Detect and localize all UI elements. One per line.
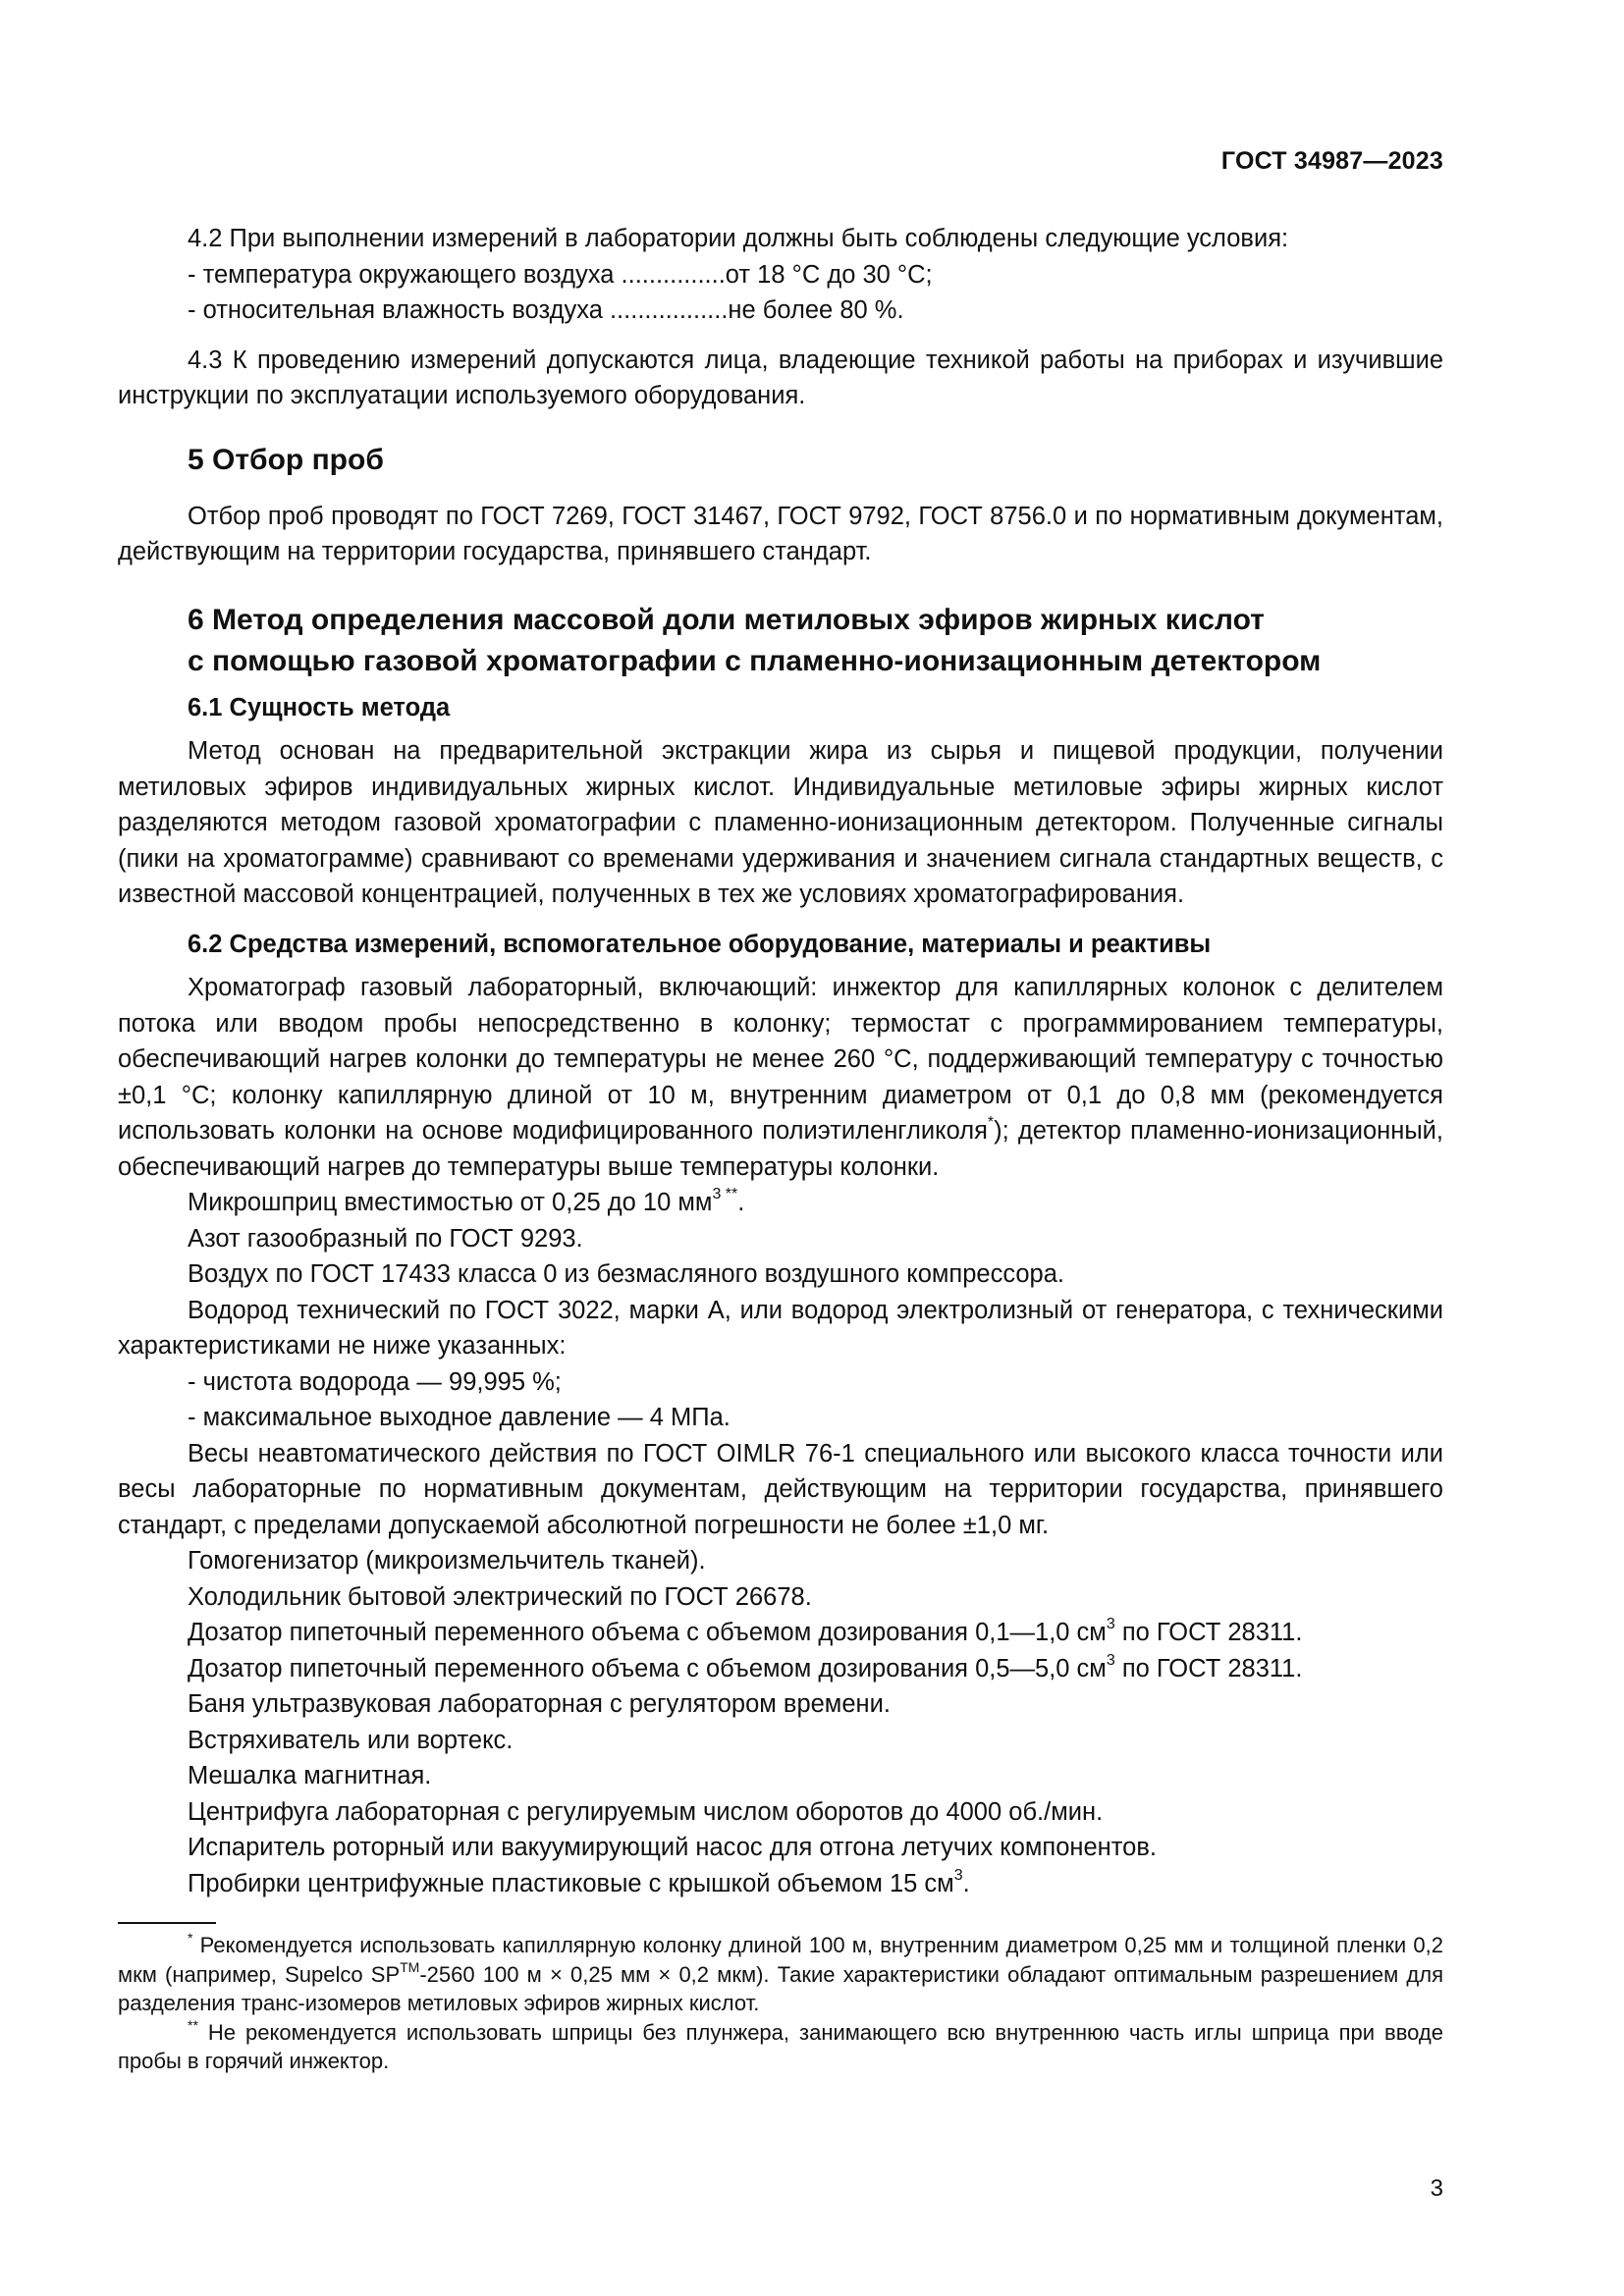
microsyringe-superscript: 3 ** bbox=[712, 1186, 738, 1202]
subsection-6-1-heading: 6.1 Сущность метода bbox=[188, 693, 451, 721]
paragraph-tubes bbox=[118, 1866, 1443, 1902]
paragraph-evaporator: Испаритель роторный или вакуумирующий насос для отгона летучих компонентов. bbox=[188, 1834, 1157, 1861]
tubes-end: . bbox=[962, 1869, 970, 1897]
doser-2-end: по ГОСТ 28311. bbox=[1114, 1654, 1303, 1682]
document-page bbox=[118, 0, 1443, 2296]
standard-header: ГОСТ 34987—2023 bbox=[1220, 147, 1443, 175]
paragraph-hydrogen: Водород технический по ГОСТ 3022, марки А, или водород электролизный от генератора, с техническими характеристиками не ниже указанных: bbox=[118, 1296, 1443, 1360]
section-5-heading: 5 Отбор проб bbox=[188, 443, 384, 476]
paragraph-fridge: Холодильник бытовой электрический по ГОСТ 26678. bbox=[188, 1582, 812, 1611]
footnote-1-text-b: -2560 100 м × 0,25 мм × 0,2 мкм). Такие характеристики обладают оптимальным разрешением для разделения транс-изомеров метиловых эфиров жирных кислот. bbox=[118, 1961, 1444, 2015]
list-item-purity: - чистота водорода — 99,995 %; bbox=[188, 1367, 562, 1396]
paragraph-6-1: Метод основан на предварительной экстракции жира из сырья и пищевой продукции, получении метиловых эфиров индивидуальных жирных кислот. Индивидуальные метиловые эфиры жирных кислот разделяются методом газовой хроматографии с пламенно-ионизационным детектором. Полученные сигналы (пики на хроматограмме) сравнивают со временами удерживания и значением сигнала стандартных веществ, с известной массовой концентрацией, полученных в тех же условиях хроматографирования. bbox=[118, 737, 1443, 908]
tubes-text: Пробирки центрифужные пластиковые с крышкой объемом 15 см bbox=[188, 1869, 954, 1897]
paragraph-doser-2 bbox=[118, 1651, 1443, 1687]
footnote-2 bbox=[118, 2018, 1443, 2076]
doser-1-superscript: 3 bbox=[1106, 1616, 1115, 1632]
page-number: 3 bbox=[1430, 2175, 1443, 2202]
footnote-1 bbox=[118, 1931, 1443, 2018]
footnote-1-text-a: Рекомендуется использовать капиллярную колонку длиной 100 м, внутренним диаметром 0,25 мм и толщиной пленки 0,2 мкм (например, Supelco SP bbox=[118, 1933, 1443, 1987]
paragraph-air: Воздух по ГОСТ 17433 класса 0 из безмасляного воздушного компрессора. bbox=[188, 1260, 1065, 1288]
doser-1-end: по ГОСТ 28311. bbox=[1114, 1619, 1303, 1646]
chromatograph-text-b: ); детектор пламенно-ионизационный, обеспечивающий нагрев до температуры выше температуры колонки. bbox=[118, 1117, 1443, 1181]
microsyringe-text: Микрошприц вместимостью от 0,25 до 10 мм bbox=[188, 1189, 713, 1216]
list-item-pressure: - максимальное выходное давление — 4 МПа. bbox=[188, 1404, 731, 1431]
chromatograph-text-a: Хроматограф газовый лабораторный, включающий: инжектор для капиллярных колонок с делителем потока или вводом пробы непосредственно в колонку; термостат с программированием температуры, обеспечивающий нагрев колонки до температуры не менее 260 °С, поддерживающий температуру с точностью ±0,1 °С; колонку капиллярную длиной от 10 м, внутренним диаметром от 0,1 до 0,8 мм (рекомендуется использовать колонки на основе модифицированного полиэтиленгликоля bbox=[118, 974, 1443, 1145]
subsection-6-2-heading: 6.2 Средства измерений, вспомогательное оборудование, материалы и реактивы bbox=[188, 930, 1212, 958]
doser-2-text: Дозатор пипеточный переменного объема с объемом дозирования 0,5—5,0 см bbox=[188, 1654, 1107, 1682]
paragraph-chromatograph bbox=[118, 970, 1443, 1185]
section-6-heading-line-2: с помощью газовой хроматографии с пламенно-ионизационным детектором bbox=[188, 644, 1322, 677]
list-item-temperature: - температура окружающего воздуха ...............от 18 °С до 30 °С; bbox=[188, 260, 933, 289]
footnote-1-mark: * bbox=[188, 1930, 193, 1946]
paragraph-doser-1 bbox=[118, 1615, 1443, 1651]
footnote-ref-1: * bbox=[987, 1114, 995, 1131]
paragraph-bath: Баня ультразвуковая лабораторная с регулятором времени. bbox=[188, 1690, 891, 1718]
footnote-2-text: Не рекомендуется использовать шприцы без плунжера, занимающего всю внутреннюю часть иглы шприца при вводе пробы в горячий инжектор. bbox=[118, 2019, 1443, 2073]
doser-2-superscript: 3 bbox=[1106, 1651, 1115, 1669]
section-6-heading bbox=[188, 600, 1443, 682]
paragraph-scales: Весы неавтоматического действия по ГОСТ OIMLR 76-1 специального или высокого класса точности или весы лабораторные по нормативным документам, действующим на территории государства, принявшего стандарт, с пределами допускаемой абсолютной погрешности не более ±1,0 мг. bbox=[118, 1439, 1443, 1539]
trademark-superscript: TM bbox=[400, 1958, 420, 1975]
footnotes bbox=[118, 1931, 1443, 2076]
doser-1-text: Дозатор пипеточный переменного объема с объемом дозирования 0,1—1,0 см bbox=[188, 1619, 1107, 1646]
paragraph-nitrogen: Азот газообразный по ГОСТ 9293. bbox=[188, 1224, 583, 1253]
paragraph-homogenizer: Гомогенизатор (микроизмельчитель тканей). bbox=[188, 1547, 706, 1575]
paragraph-4-3: 4.3 К проведению измерений допускаются лица, владеющие техникой работы на приборах и изучившие инструкции по эксплуатации используемого оборудования. bbox=[118, 346, 1443, 409]
footnote-2-mark: ** bbox=[188, 2016, 198, 2033]
paragraph-centrifuge: Центрифуга лабораторная с регулируемым числом оборотов до 4000 об./мин. bbox=[188, 1797, 1104, 1826]
page-body bbox=[118, 221, 1443, 1901]
section-6-heading-line-1: 6 Метод определения массовой доли метиловых эфиров жирных кислот bbox=[188, 603, 1265, 636]
footnote-divider bbox=[118, 1922, 216, 1924]
paragraph-stirrer: Мешалка магнитная. bbox=[188, 1762, 432, 1789]
microsyringe-end: . bbox=[737, 1189, 745, 1216]
paragraph-4-2: 4.2 При выполнении измерений в лаборатории должны быть соблюдены следующие условия: bbox=[188, 225, 1289, 252]
list-item-humidity: - относительная влажность воздуха .................не более 80 %. bbox=[188, 296, 904, 324]
tubes-superscript: 3 bbox=[953, 1866, 963, 1884]
spacer bbox=[118, 329, 1443, 343]
paragraph-microsyringe bbox=[118, 1185, 1443, 1221]
paragraph-5: Отбор проб проводят по ГОСТ 7269, ГОСТ 31467, ГОСТ 9792, ГОСТ 8756.0 и по нормативным документам, действующим на территории государства, принявшего стандарт. bbox=[118, 502, 1443, 565]
paragraph-vortex: Встряхиватель или вортекс. bbox=[188, 1726, 514, 1754]
